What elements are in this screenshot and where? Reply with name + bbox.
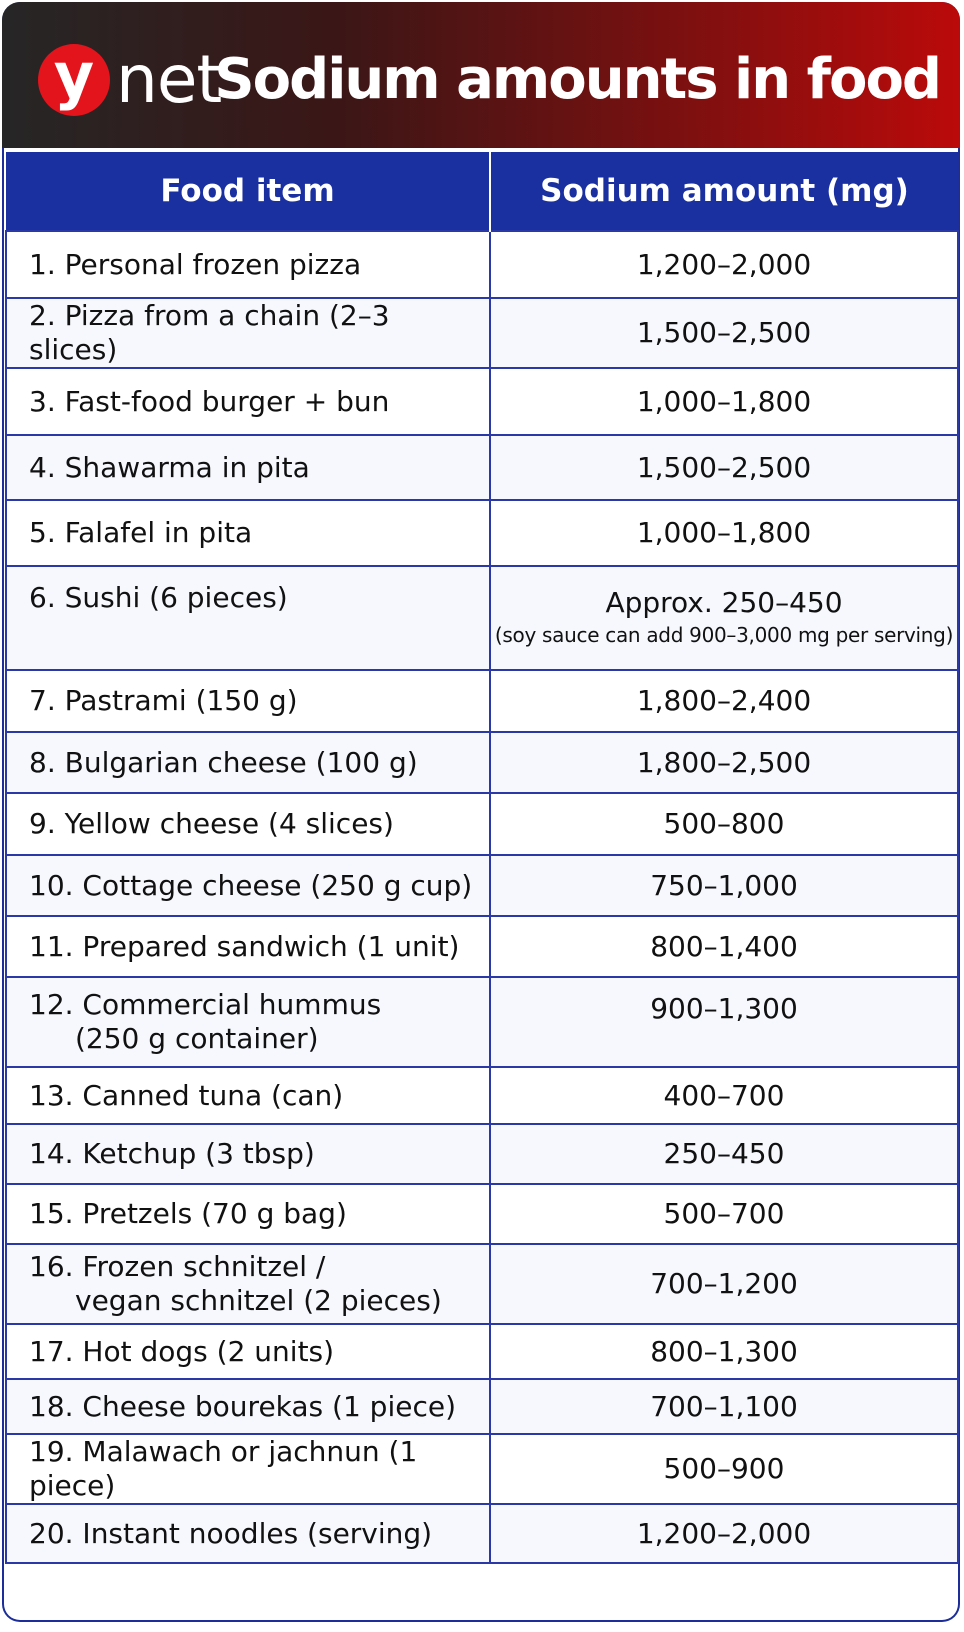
table-body (6, 231, 958, 1563)
table-row (6, 1244, 958, 1324)
sodium-amount-cell (490, 1379, 958, 1434)
table-row (6, 566, 958, 670)
sodium-amount-value: 1,500–2,500 (636, 450, 812, 484)
food-item-cell (6, 298, 490, 368)
food-item-label: 19. Malawach or jachnun (1 piece) (29, 1435, 418, 1502)
sodium-amount-cell (490, 793, 958, 855)
food-item-cell (6, 1184, 490, 1244)
sodium-amount-cell (490, 1504, 958, 1563)
food-item-cell (6, 1434, 490, 1504)
food-item-label: 16. Frozen schnitzel / (29, 1250, 326, 1283)
food-item-cell (6, 977, 490, 1067)
table-row (6, 670, 958, 732)
food-item-cell (6, 916, 490, 977)
table-row (6, 855, 958, 916)
sodium-amount-cell (490, 670, 958, 732)
food-item-label: 13. Canned tuna (can) (29, 1078, 344, 1112)
sodium-amount-value: 1,200–2,000 (636, 1516, 812, 1550)
food-item-cell (6, 1067, 490, 1124)
food-item-label: 2. Pizza from a chain (2–3 slices) (29, 299, 390, 366)
table-row (6, 368, 958, 435)
food-item-cell (6, 1124, 490, 1184)
sodium-amount-cell (490, 1434, 958, 1504)
sodium-amount-value: 800–1,400 (650, 929, 798, 963)
food-item-cell (6, 566, 490, 670)
sodium-amount-cell (490, 1244, 958, 1324)
food-item-label: 3. Fast-food burger + bun (29, 384, 390, 418)
food-item-label: 11. Prepared sandwich (1 unit) (29, 929, 460, 963)
table-row (6, 231, 958, 298)
sodium-amount-value: 1,000–1,800 (636, 384, 812, 418)
sodium-amount-value: 700–1,100 (650, 1389, 798, 1423)
table-row (6, 1379, 958, 1434)
column-header-food: Food item (6, 152, 490, 231)
table-row (6, 1184, 958, 1244)
food-item-cell (6, 500, 490, 566)
sodium-table (5, 152, 959, 1564)
table-row (6, 793, 958, 855)
sodium-amount-value: Approx. 250–450 (605, 586, 843, 619)
infographic-card (2, 2, 960, 1622)
sodium-amount-cell (490, 1184, 958, 1244)
food-item-cell (6, 1324, 490, 1379)
table-row (6, 1434, 958, 1504)
page-title: Sodium amounts in food (214, 47, 940, 112)
food-item-cell (6, 855, 490, 916)
column-header-sodium: Sodium amount (mg) (490, 152, 958, 231)
food-item-label: 5. Falafel in pita (29, 516, 253, 549)
sodium-amount-value: 500–700 (663, 1197, 785, 1230)
logo-y-badge: y (38, 44, 110, 116)
sodium-amount-cell (490, 298, 958, 368)
food-item-cell (6, 1504, 490, 1563)
sodium-amount-value: 1,200–2,000 (636, 247, 812, 281)
food-item-label: 4. Shawarma in pita (29, 450, 310, 484)
food-item-label: 20. Instant noodles (serving) (29, 1516, 433, 1550)
sodium-amount-value: 800–1,300 (650, 1334, 798, 1368)
food-item-label: 12. Commercial hummus (29, 988, 382, 1021)
sodium-amount-cell (490, 855, 958, 916)
table-row (6, 1324, 958, 1379)
table-row (6, 1504, 958, 1563)
sodium-amount-cell (490, 500, 958, 566)
header-banner (2, 2, 960, 148)
sodium-note: (soy sauce can add 900–3,000 mg per serving) (494, 623, 954, 647)
logo-net-text: net (116, 41, 222, 118)
sodium-amount-cell (490, 1324, 958, 1379)
food-item-label-line2: (250 g container) (75, 1022, 319, 1055)
sodium-amount-value: 1,800–2,400 (636, 684, 812, 717)
food-item-label: 9. Yellow cheese (4 slices) (29, 807, 394, 840)
sodium-amount-cell (490, 1067, 958, 1124)
sodium-amount-value: 400–700 (663, 1078, 785, 1112)
food-item-cell (6, 368, 490, 435)
food-item-label: 1. Personal frozen pizza (29, 247, 362, 281)
sodium-amount-value: 250–450 (663, 1137, 785, 1170)
sodium-amount-value: 900–1,300 (650, 992, 798, 1025)
table-row (6, 977, 958, 1067)
table-row (6, 1067, 958, 1124)
sodium-amount-value: 500–800 (663, 807, 785, 840)
sodium-amount-value: 750–1,000 (650, 868, 798, 902)
sodium-amount-value: 1,800–2,500 (636, 745, 812, 779)
food-item-label: 10. Cottage cheese (250 g cup) (29, 868, 473, 902)
sodium-amount-cell (490, 977, 958, 1067)
food-item-label: 7. Pastrami (150 g) (29, 684, 298, 717)
food-item-cell (6, 732, 490, 793)
food-item-label: 14. Ketchup (3 tbsp) (29, 1137, 315, 1170)
food-item-label: 18. Cheese bourekas (1 piece) (29, 1389, 456, 1423)
sodium-amount-cell (490, 566, 958, 670)
table-row (6, 435, 958, 500)
food-item-cell (6, 793, 490, 855)
food-item-cell (6, 1379, 490, 1434)
table-row (6, 916, 958, 977)
sodium-amount-cell (490, 1124, 958, 1184)
sodium-amount-cell (490, 368, 958, 435)
table-row (6, 732, 958, 793)
sodium-amount-value: 500–900 (663, 1452, 785, 1485)
food-item-cell (6, 435, 490, 500)
table-row (6, 1124, 958, 1184)
sodium-amount-cell (490, 231, 958, 298)
sodium-amount-value: 1,500–2,500 (636, 316, 812, 349)
food-item-label: 17. Hot dogs (2 units) (29, 1334, 335, 1368)
table-header-row (6, 152, 958, 231)
sodium-amount-cell (490, 916, 958, 977)
food-item-label-line2: vegan schnitzel (2 pieces) (75, 1284, 442, 1317)
food-item-cell (6, 670, 490, 732)
food-item-label: 15. Pretzels (70 g bag) (29, 1197, 347, 1230)
table-row (6, 298, 958, 368)
food-item-cell (6, 1244, 490, 1324)
sodium-amount-cell (490, 435, 958, 500)
food-item-cell (6, 231, 490, 298)
sodium-amount-value: 700–1,200 (650, 1267, 798, 1300)
sodium-amount-value: 1,000–1,800 (636, 516, 812, 549)
ynet-logo (38, 40, 221, 120)
table-row (6, 500, 958, 566)
food-item-label: 6. Sushi (6 pieces) (29, 581, 288, 614)
sodium-amount-cell (490, 732, 958, 793)
food-item-label: 8. Bulgarian cheese (100 g) (29, 745, 418, 779)
